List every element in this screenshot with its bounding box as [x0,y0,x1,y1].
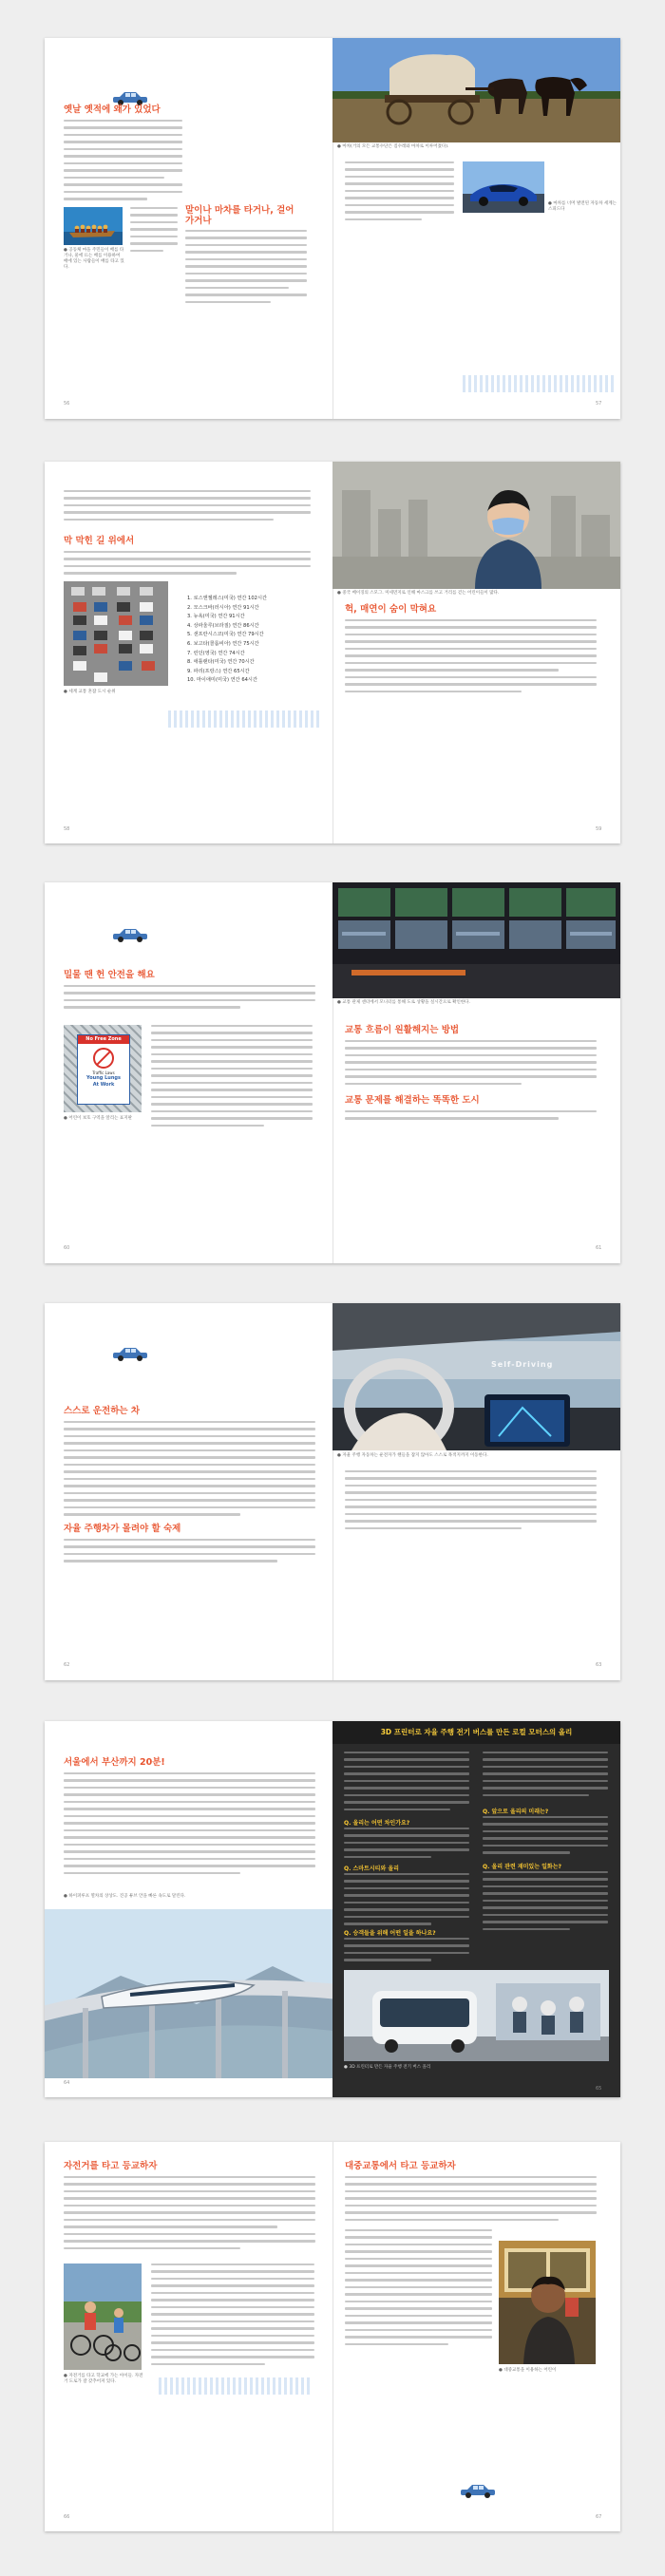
sign-title: No Free Zone [78,1035,129,1044]
box-question: Q. 올리는 어떤 차인가요? [344,1820,410,1827]
supercar-photo [463,161,544,213]
congestion-ranking [187,595,325,686]
traffic-photo [64,581,168,686]
body-text [185,230,307,308]
box-question: Q. 스마트시티와 올리 [344,1866,399,1872]
car-icon [111,928,149,943]
olli-bus-photo [344,1970,609,2061]
car-icon [111,1347,149,1362]
body-text [64,120,182,205]
heading-safety: 밀물 땐 헌 안전을 해요 [64,970,155,980]
heading-bicycle: 자전거를 타고 등교하자 [64,2161,158,2171]
spine [332,2142,333,2531]
sign-line-3: At Work [92,1082,115,1088]
box-text [483,1871,608,1935]
control-center-photo [332,882,620,998]
list-item: 7. 런던(영국) 연간 74시간 [187,650,245,656]
page-number-right: 57 [596,401,602,407]
smog-photo [332,462,620,589]
body-text [64,1772,315,1879]
bikes-photo [64,2263,142,2370]
wagon-caption: ● 마차(거의 모든 교통수단은 짐수레와 마차로 이루어졌다). [337,144,449,149]
tram-photo [499,2241,596,2364]
car-icon [459,2484,497,2499]
body-text [345,2229,492,2350]
box-text [483,1816,608,1859]
hyperloop-caption: ● 하이퍼루프 열차의 상상도. 진공 튜브 안을 빠른 속도로 달린다. [64,1894,186,1899]
body-text [345,1110,597,1125]
heading-homework: 자율 주행차가 몰려야 할 숙제 [64,1524,181,1534]
body-text [130,207,178,256]
box-question: Q. 올리 관련 재미있는 일화는? [483,1864,561,1870]
body-text [64,985,315,1013]
page-number-left: 56 [64,401,70,407]
body-text [64,490,311,525]
heading-old-times: 옛날 옛적에 왜가 있었다 [64,104,161,115]
spread-6 [45,2142,620,2531]
heading-smart-city: 교통 문제를 해결하는 똑똑한 도시 [345,1095,480,1106]
body-text [151,2263,314,2370]
list-item: 10. 마이애미(미국) 연간 64시간 [187,677,257,684]
spread-2 [45,462,620,843]
heading-hyperloop: 서울에서 부산까지 20분! [64,1757,165,1768]
heading-public-transit: 대중교통에서 타고 등교하자 [345,2161,456,2171]
list-item: 3. 뉴욕(미국) 연간 91시간 [187,614,245,620]
page-number-right: 59 [596,826,602,832]
sign-line-1: Traffic Laws [92,1070,115,1075]
list-item: 1. 로스앤젤레스(미국) 연간 102시간 [187,596,267,601]
list-item: 4. 상파울루(브라질) 연간 86시간 [187,622,259,629]
body-text [345,619,597,697]
body-text [151,1025,313,1131]
body-text [345,1470,597,1534]
self-driving-caption: ● 자율 주행 자동차는 운전자가 핸들을 잡지 않아도 스스로 목적지까지 이동한다. [337,1453,488,1458]
body-text [64,551,311,579]
body-text [64,2176,315,2254]
heading-traffic-flow: 교통 흐름이 원활해지는 방법 [345,1025,460,1035]
body-text [64,1421,315,1521]
body-text [64,1539,315,1567]
spread-5 [45,1721,620,2097]
box-text [344,1938,469,1966]
heading-smog: 헉, 매연이 숨이 막혀요 [345,604,437,615]
list-item: 8. 애틀랜타(미국) 연간 70시간 [187,659,255,666]
list-item: 9. 파리(프랑스) 연간 65시간 [187,668,250,674]
control-caption: ● 교통 관제 센터에서 모니터를 통해 도로 상황을 실시간으로 확인한다. [337,1000,470,1005]
body-text [345,2176,597,2226]
supercar-caption: ● 마차를 너머 발전된 자동차 세계는 스피드다 [548,201,617,212]
page-number-right: 65 [596,2086,602,2092]
box-title: 3D 프린터로 자율 주행 전기 버스를 만든 로컬 모터스의 올리 [332,1721,620,1744]
body-text [345,161,454,225]
hud-label: Self-Driving [491,1360,554,1369]
list-item: 5. 샌프란시스코(미국) 연간 79시간 [187,632,264,638]
heading-self-driving: 스스로 운전하는 차 [64,1406,141,1416]
box-question: Q. 앞으로 올리의 미래는? [483,1809,549,1815]
no-symbol-icon [93,1048,114,1069]
olli-caption: ● 3D 프린터로 만든 자율 주행 전기 버스 올리 [344,2065,431,2070]
spread-4 [45,1303,620,1680]
heading-horses: 말이나 마차를 타거나, 걸어가거나 [185,205,294,226]
page-number-left: 66 [64,2514,70,2520]
page-number-right: 63 [596,1662,602,1668]
box-text [344,1752,469,1815]
sign-photo [64,1025,142,1112]
boat-photo [64,207,123,245]
traffic-caption: ● 세계 교통 혼잡 도시 순위 [64,690,116,694]
page-number-left: 60 [64,1245,70,1251]
spread-3 [45,882,620,1263]
page-number-left: 58 [64,826,70,832]
sign-line-2: Young Lungs [86,1075,121,1081]
heading-traffic-jam: 막 막힌 길 위에서 [64,536,135,546]
olli-info-box [332,1721,620,2097]
road-decoration [168,710,320,728]
bikes-caption: ● 자전거를 타고 학교에 가는 아이들. 자전거 도로가 잘 갖추어져 있다. [64,2374,143,2384]
road-decoration [463,375,615,392]
self-driving-photo [332,1303,620,1450]
wagon-photo [332,38,620,142]
box-text [344,1873,469,1930]
page-number-left: 62 [64,1662,70,1668]
body-text [345,1040,597,1089]
tram-caption: ● 대중교통을 이용하는 어린이 [499,2368,557,2373]
spread-1 [45,38,620,419]
list-item: 6. 보고타(콜롬비아) 연간 75시간 [187,640,259,647]
mask-caption: ● 중국 베이징의 스모그. 미세먼지로 인해 마스크를 쓰고 거리를 걷는 어린이들이 많다. [337,591,500,596]
sign-caption: ● 어린이 보호 구역을 알리는 표지판 [64,1116,132,1121]
page-number-left: 64 [64,2080,70,2086]
list-item: 2. 모스크바(러시아) 연간 91시간 [187,604,259,611]
road-decoration [159,2377,311,2395]
box-text [483,1752,608,1801]
hyperloop-photo [45,1909,332,2078]
no-idle-sign [77,1034,130,1105]
boat-caption: ● 공동체 마을 주민들이 배를 타거나, 물에 뜨는 배를 이용하여 배에 있는 사람들이 배를 타고 있다. [64,248,124,270]
page-number-right: 67 [596,2514,602,2520]
box-question: Q. 승객들을 위해 어떤 일을 하나요? [344,1930,436,1937]
box-text [344,1828,469,1863]
page-number-right: 61 [596,1245,602,1251]
